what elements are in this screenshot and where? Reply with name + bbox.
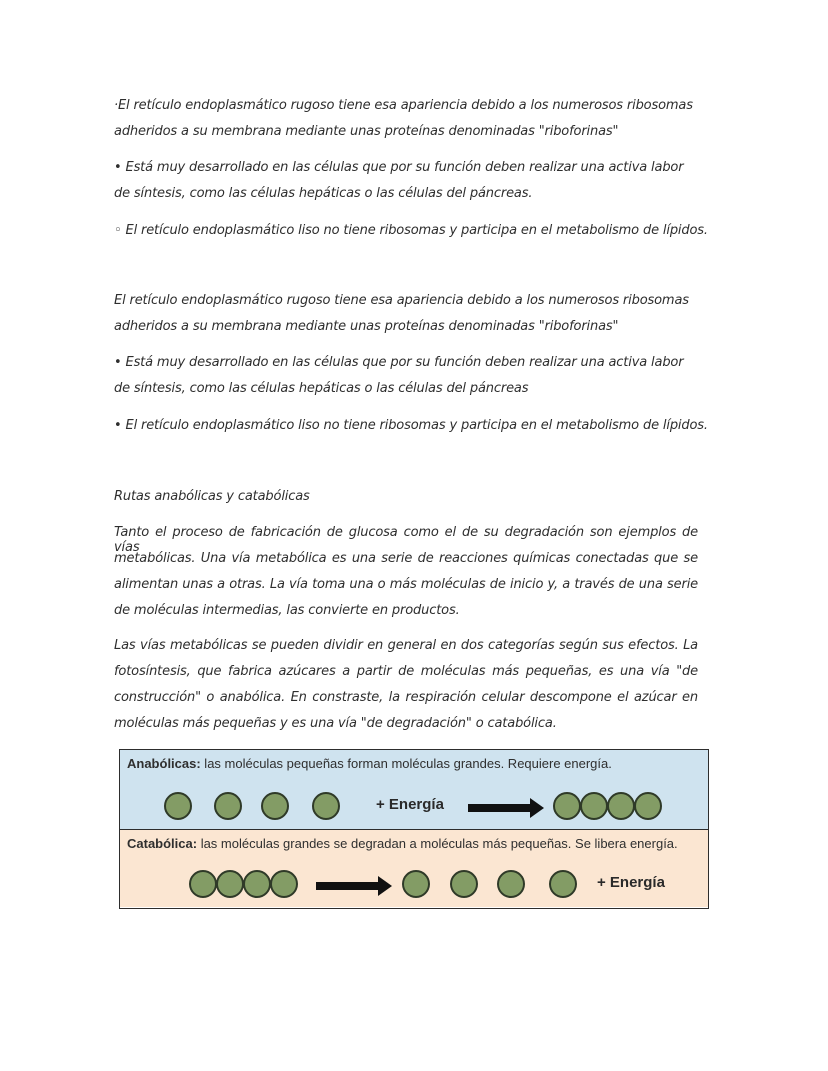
block1-line2: adheridos a su membrana mediante unas proteínas denominadas "riboforinas" [114,124,619,139]
large-molecule-unit [189,870,217,898]
paragraph1-line2: metabólicas. Una vía metabólica es una serie de reacciones químicas conectadas que se [114,551,698,566]
block2-bullet1-line2: de síntesis, como las células hepáticas o las células del páncreas [114,381,529,396]
block2-line1: El retículo endoplasmático rugoso tiene esa apariencia debido a los numerosos ribosomas [114,293,689,308]
small-molecule [549,870,577,898]
block2-line2: adheridos a su membrana mediante unas proteínas denominadas "riboforinas" [114,319,619,334]
catabolic-text: las moléculas grandes se degradan a moléculas más pequeñas. Se libera energía. [197,836,678,851]
small-molecule [214,792,242,820]
catabolic-energy-label: + Energía [597,874,665,891]
small-molecule [164,792,192,820]
paragraph1-line4: de moléculas intermedias, las convierte en productos. [114,603,460,618]
block1-bullet1-line1: • Está muy desarrollado en las células que por su función deben realizar una activa labor [114,160,684,175]
paragraph2-line2: fotosíntesis, que fabrica azúcares a partir de moléculas más pequeñas, es una vía "de [114,664,698,679]
large-molecule-unit [634,792,662,820]
block2-bullet2: • El retículo endoplasmático liso no tiene ribosomas y participa en el metabolismo de lípidos. [114,418,708,433]
anabolic-arrow-icon [468,801,544,813]
catabolic-description [127,836,687,852]
large-molecule-unit [216,870,244,898]
catabolic-arrow-icon [316,879,392,891]
small-molecule [312,792,340,820]
anabolic-energy-label: + Energía [376,796,444,813]
paragraph1-line3: alimentan unas a otras. La vía toma una o más moléculas de inicio y, a través de una serie [114,577,698,592]
catabolic-panel [120,830,708,907]
anabolic-text: las moléculas pequeñas forman moléculas grandes. Requiere energía. [200,756,612,771]
large-molecule-unit [243,870,271,898]
large-molecule-unit [270,870,298,898]
block2-bullet1-line1: • Está muy desarrollado en las células que por su función deben realizar una activa labor [114,355,684,370]
small-molecule [402,870,430,898]
section-heading: Rutas anabólicas y catabólicas [114,489,310,504]
large-molecule-unit [553,792,581,820]
large-molecule-unit [580,792,608,820]
small-molecule [497,870,525,898]
block1-bullet1-line2: de síntesis, como las células hepáticas o las células del páncreas. [114,186,533,201]
paragraph1-line1: Tanto el proceso de fabricación de glucosa como el de su degradación son ejemplos de vías [114,525,698,555]
metabolic-pathways-diagram [119,749,709,909]
paragraph2-line3: construcción" o anabólica. En constraste, la respiración celular descompone el azúcar en [114,690,698,705]
small-molecule [261,792,289,820]
anabolic-panel [120,750,708,830]
paragraph2-line4: moléculas más pequeñas y es una vía "de degradación" o catabólica. [114,716,557,731]
block1-bullet2: ◦ El retículo endoplasmático liso no tiene ribosomas y participa en el metabolismo de lípidos. [114,223,708,238]
large-molecule-unit [607,792,635,820]
small-molecule [450,870,478,898]
anabolic-title: Anabólicas: [127,756,201,771]
block1-line1: ·El retículo endoplasmático rugoso tiene esa apariencia debido a los numerosos ribosomas [114,98,693,113]
catabolic-title: Catabólica: [127,836,198,851]
paragraph2-line1: Las vías metabólicas se pueden dividir en general en dos categorías según sus efectos. La [114,638,698,653]
anabolic-description [127,756,687,772]
